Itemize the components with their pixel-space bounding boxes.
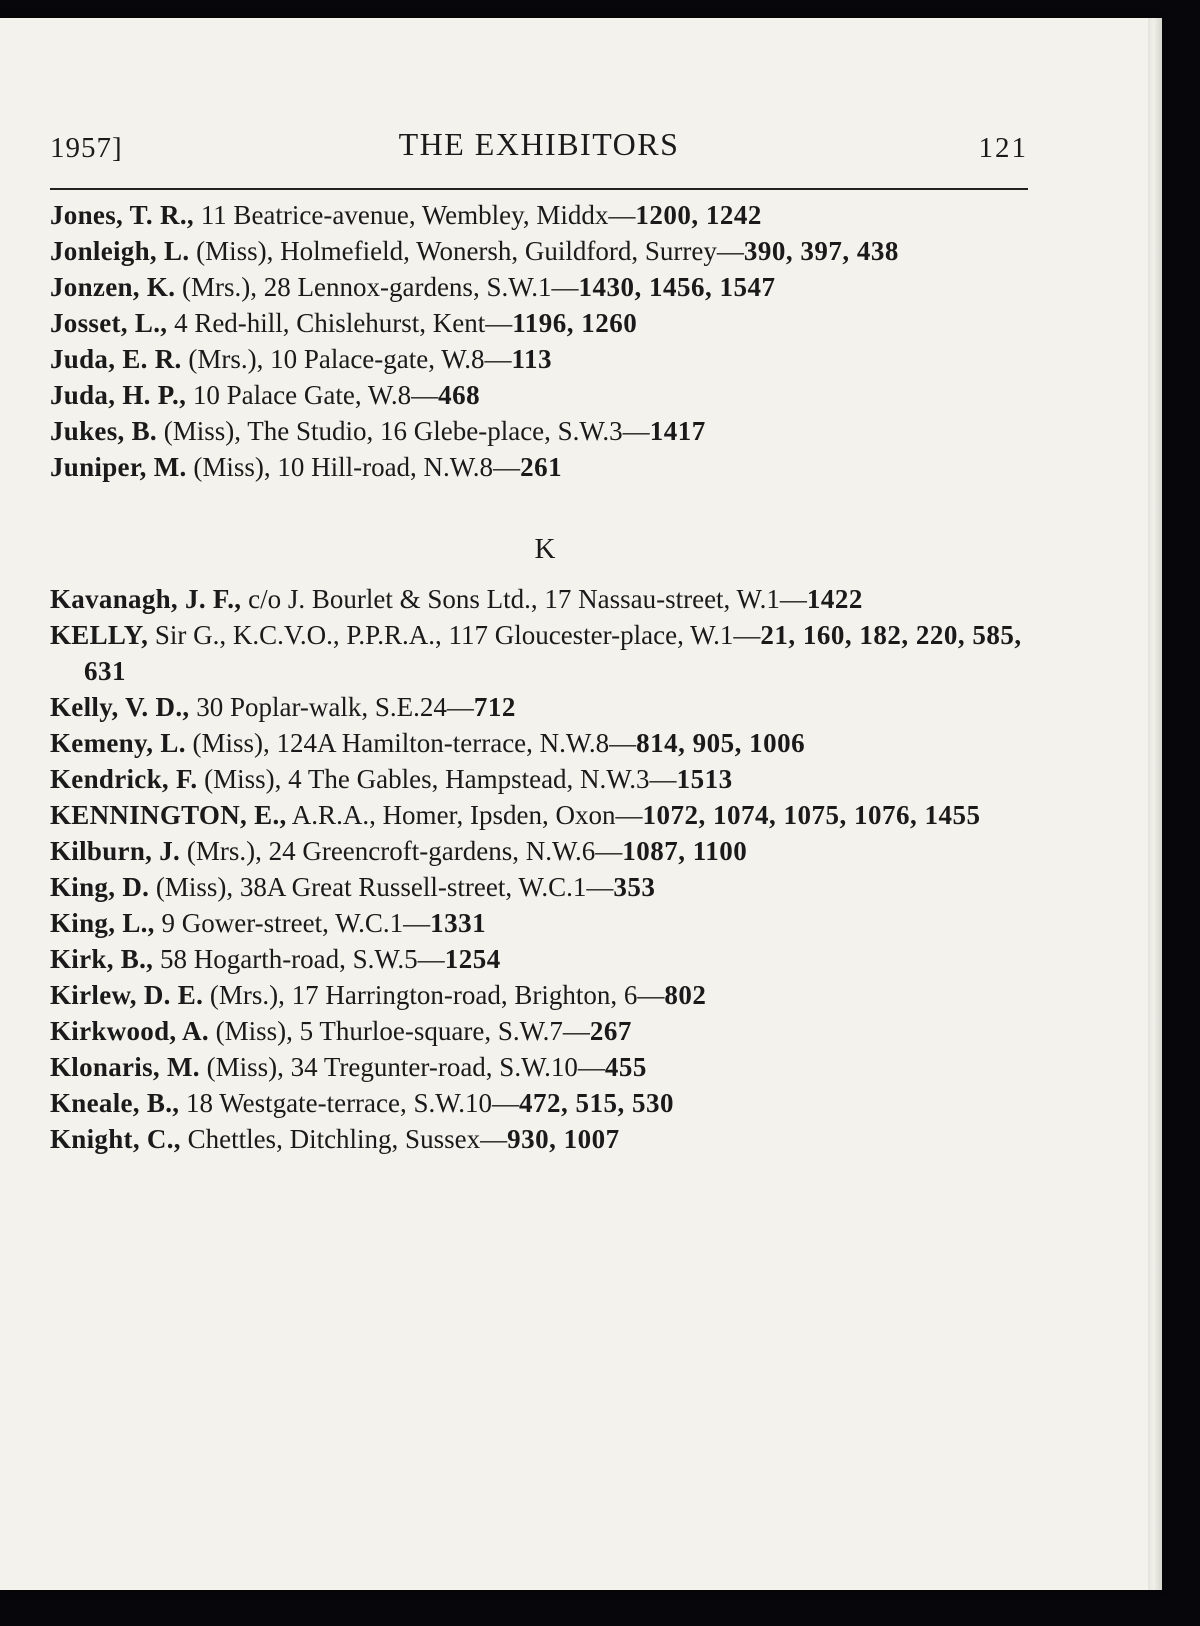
header-title: THE EXHIBITORS <box>398 126 680 162</box>
list-item: Kirkwood, A. (Miss), 5 Thurloe-square, S.W.7—267 <box>50 1016 632 1046</box>
header-rule <box>50 188 1028 190</box>
running-header <box>50 122 1028 170</box>
list-item: Josset, L., 4 Red-hill, Chislehurst, Kent—1196, 1260 <box>50 308 638 338</box>
list-item: Jonzen, K. (Mrs.), 28 Lennox-gardens, S.W.1—1430, 1456, 1547 <box>50 272 776 302</box>
section-k <box>50 581 1032 1157</box>
list-item: King, L., 9 Gower-street, W.C.1—1331 <box>50 908 487 938</box>
list-item: Juda, E. R. (Mrs.), 10 Palace-gate, W.8—113 <box>50 344 553 374</box>
list-item: Juda, H. P., 10 Palace Gate, W.8—468 <box>50 380 481 410</box>
list-item: Juniper, M. (Miss), 10 Hill-road, N.W.8—261 <box>50 452 563 482</box>
list-item: Kirlew, D. E. (Mrs.), 17 Harrington-road, Brighton, 6—802 <box>50 980 707 1010</box>
list-item: KENNINGTON, E., A.R.A., Homer, Ipsden, Oxon—1072, 1074, 1075, 1076, 1455 <box>50 800 981 830</box>
section-j <box>50 197 1032 485</box>
list-item: Kelly, V. D., 30 Poplar-walk, S.E.24—712 <box>50 692 516 722</box>
list-item: Jones, T. R., 11 Beatrice-avenue, Wembley, Middx—1200, 1242 <box>50 200 762 230</box>
list-item: Kneale, B., 18 Westgate-terrace, S.W.10—472, 515, 530 <box>50 1088 675 1118</box>
list-item: KELLY, Sir G., K.C.V.O., P.P.R.A., 117 Gloucester-place, W.1—21, 160, 182, 220, 585, 631 <box>50 620 1022 686</box>
list-item: King, D. (Miss), 38A Great Russell-street, W.C.1—353 <box>50 872 656 902</box>
page-edge <box>1148 18 1162 1590</box>
list-item: Knight, C., Chettles, Ditchling, Sussex—930, 1007 <box>50 1124 620 1154</box>
page-number: 121 <box>978 132 1028 164</box>
list-item: Kavanagh, J. F., c/o J. Bourlet & Sons Ltd., 17 Nassau-street, W.1—1422 <box>50 584 863 614</box>
header-year: 1957] <box>50 132 123 164</box>
exhibitor-list <box>50 197 1032 1157</box>
list-item: Klonaris, M. (Miss), 34 Tregunter-road, S.W.10—455 <box>50 1052 647 1082</box>
list-item: Jonleigh, L. (Miss), Holmefield, Wonersh, Guildford, Surrey—390, 397, 438 <box>50 236 899 266</box>
list-item: Kirk, B., 58 Hogarth-road, S.W.5—1254 <box>50 944 501 974</box>
list-item: Kemeny, L. (Miss), 124A Hamilton-terrace, N.W.8—814, 905, 1006 <box>50 728 806 758</box>
list-item: Kilburn, J. (Mrs.), 24 Greencroft-gardens, N.W.6—1087, 1100 <box>50 836 748 866</box>
list-item: Kendrick, F. (Miss), 4 The Gables, Hampstead, N.W.3—1513 <box>50 764 733 794</box>
list-item: Jukes, B. (Miss), The Studio, 16 Glebe-place, S.W.3—1417 <box>50 416 706 446</box>
section-letter-k: K <box>534 533 556 565</box>
